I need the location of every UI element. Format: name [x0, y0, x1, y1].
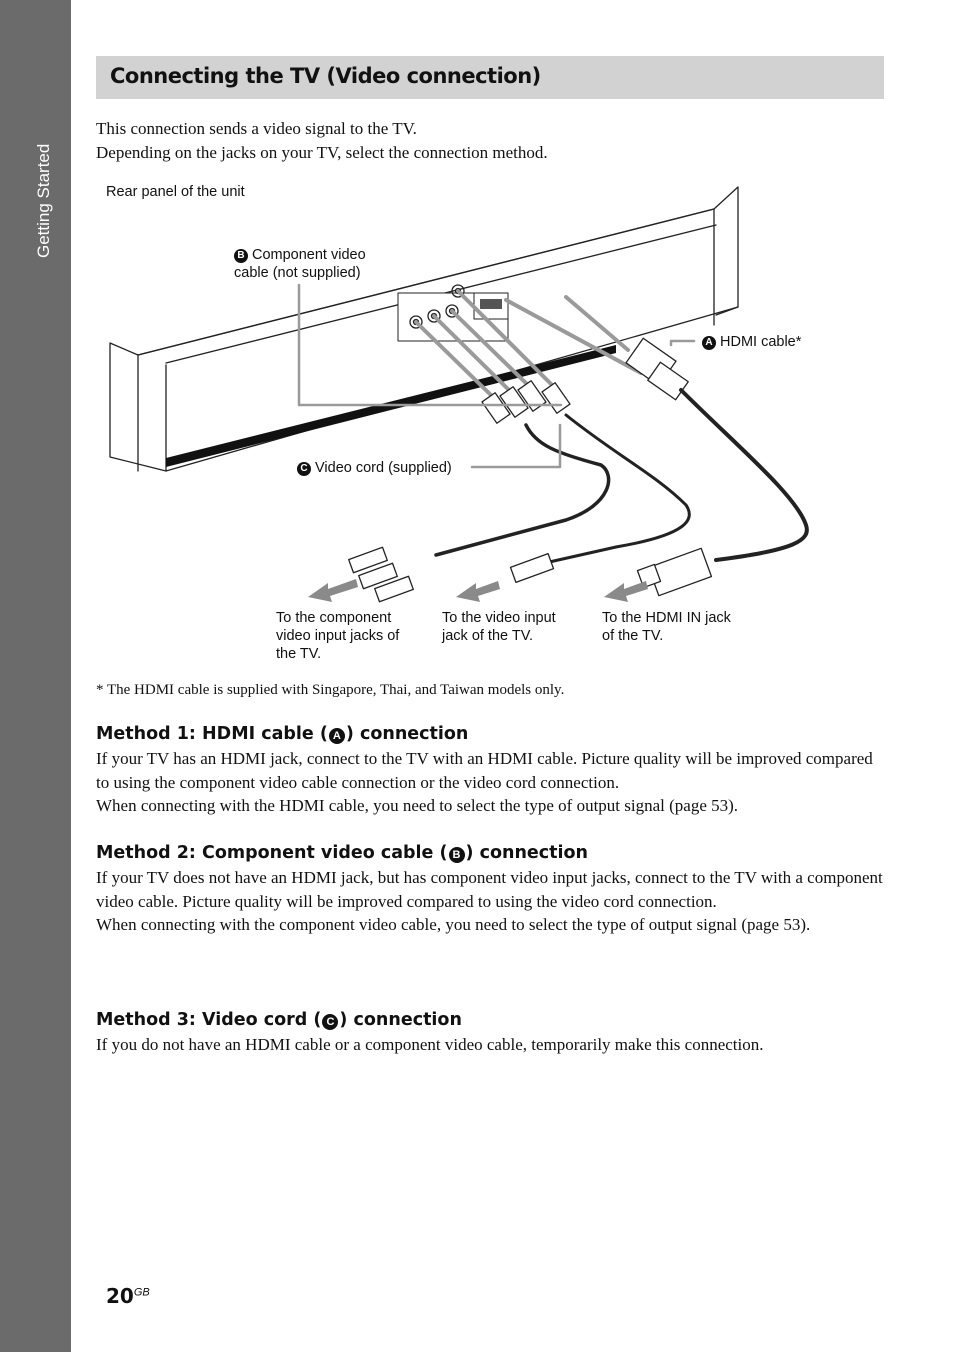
method-heading [96, 842, 886, 864]
method-2 [96, 842, 886, 937]
badge-c-icon: C [322, 1014, 338, 1030]
dest-component-line: To the component [276, 610, 392, 626]
dest-hdmi-line: To the HDMI IN jack [602, 610, 731, 626]
direction-arrows [308, 579, 648, 602]
page-number-value: 20 [106, 1284, 134, 1308]
dest-component-label [276, 609, 399, 663]
connection-diagram [96, 175, 886, 675]
component-cord [436, 425, 609, 555]
dest-component-line: video input jacks of [276, 628, 400, 644]
method-body: If your TV has an HDMI jack, connect to the TV with an HDMI cable. Picture quality will be improved compared to using the component video cable connection or the video cord connection. [96, 749, 873, 792]
hdmi-cable-text: HDMI cable [720, 334, 796, 350]
hdmi-cable-label [702, 333, 801, 351]
dest-video-line: jack of the TV. [442, 628, 534, 644]
heading-text: Method 1: HDMI cable ( [96, 724, 328, 744]
badge-a-icon: A [702, 336, 716, 350]
heading-text: ) connection [465, 843, 588, 863]
heading-text: ) connection [345, 724, 469, 744]
heading-text: Method 3: Video cord ( [96, 1010, 322, 1030]
page-title: Connecting the TV (Video connection) [110, 64, 541, 88]
intro-text [96, 117, 886, 165]
video-cord-label [297, 459, 452, 477]
video-cord-text: Video cord (supplied) [315, 460, 452, 476]
side-tab [0, 0, 71, 1352]
dest-hdmi-label [602, 609, 731, 645]
method-body-2: When connecting with the HDMI cable, you need to select the type of output signal (page 53). [96, 796, 739, 815]
connection-illustration [96, 175, 886, 675]
badge-b-icon: B [234, 249, 248, 263]
method-heading [96, 1009, 886, 1031]
intro-line: This connection sends a video signal to the TV. [96, 119, 417, 138]
page-number [106, 1284, 150, 1308]
method-3 [96, 1009, 886, 1057]
title-bar [96, 56, 884, 99]
component-cable-line2: cable (not supplied) [234, 265, 361, 281]
method-body-2: When connecting with the component video cable, you need to select the type of output signal (page 53). [96, 915, 811, 934]
badge-b-icon: B [449, 847, 465, 863]
badge-a-icon: A [329, 728, 345, 744]
hdmi-asterisk: * [795, 334, 802, 350]
method-body: If you do not have an HDMI cable or a component video cable, temporarily make this connection. [96, 1035, 764, 1054]
component-plugs-tv [349, 547, 414, 601]
hdmi-leader [671, 341, 694, 345]
section-label: Getting Started [34, 143, 53, 258]
component-plugs [482, 381, 570, 423]
method-1 [96, 723, 886, 818]
heading-text: Method 2: Component video cable ( [96, 843, 448, 863]
rear-panel-label: Rear panel of the unit [106, 184, 245, 200]
badge-c-icon: C [297, 462, 311, 476]
dest-component-line: the TV. [276, 646, 322, 662]
page-suffix: GB [133, 1286, 150, 1299]
hdmi-plug-unit [626, 338, 688, 400]
hdmi-plug-tv [637, 548, 711, 595]
intro-line: Depending on the jacks on your TV, select the connection method. [96, 143, 548, 162]
method-body: If your TV does not have an HDMI jack, but has component video input jacks, connect to the TV with a component video cable. Picture quality will be improved compared to using the video cord connection. [96, 868, 883, 911]
video-plug-tv [510, 554, 553, 583]
footnote: * The HDMI cable is supplied with Singapore, Thai, and Taiwan models only. [96, 682, 565, 698]
dest-video-label [442, 609, 556, 645]
component-cable-label [234, 246, 366, 282]
hdmi-cord [681, 390, 807, 560]
dest-hdmi-line: of the TV. [602, 628, 664, 644]
heading-text: ) connection [339, 1010, 462, 1030]
method-heading [96, 723, 886, 745]
dest-video-line: To the video input [442, 610, 556, 626]
component-cable-line1: Component video [252, 247, 366, 263]
